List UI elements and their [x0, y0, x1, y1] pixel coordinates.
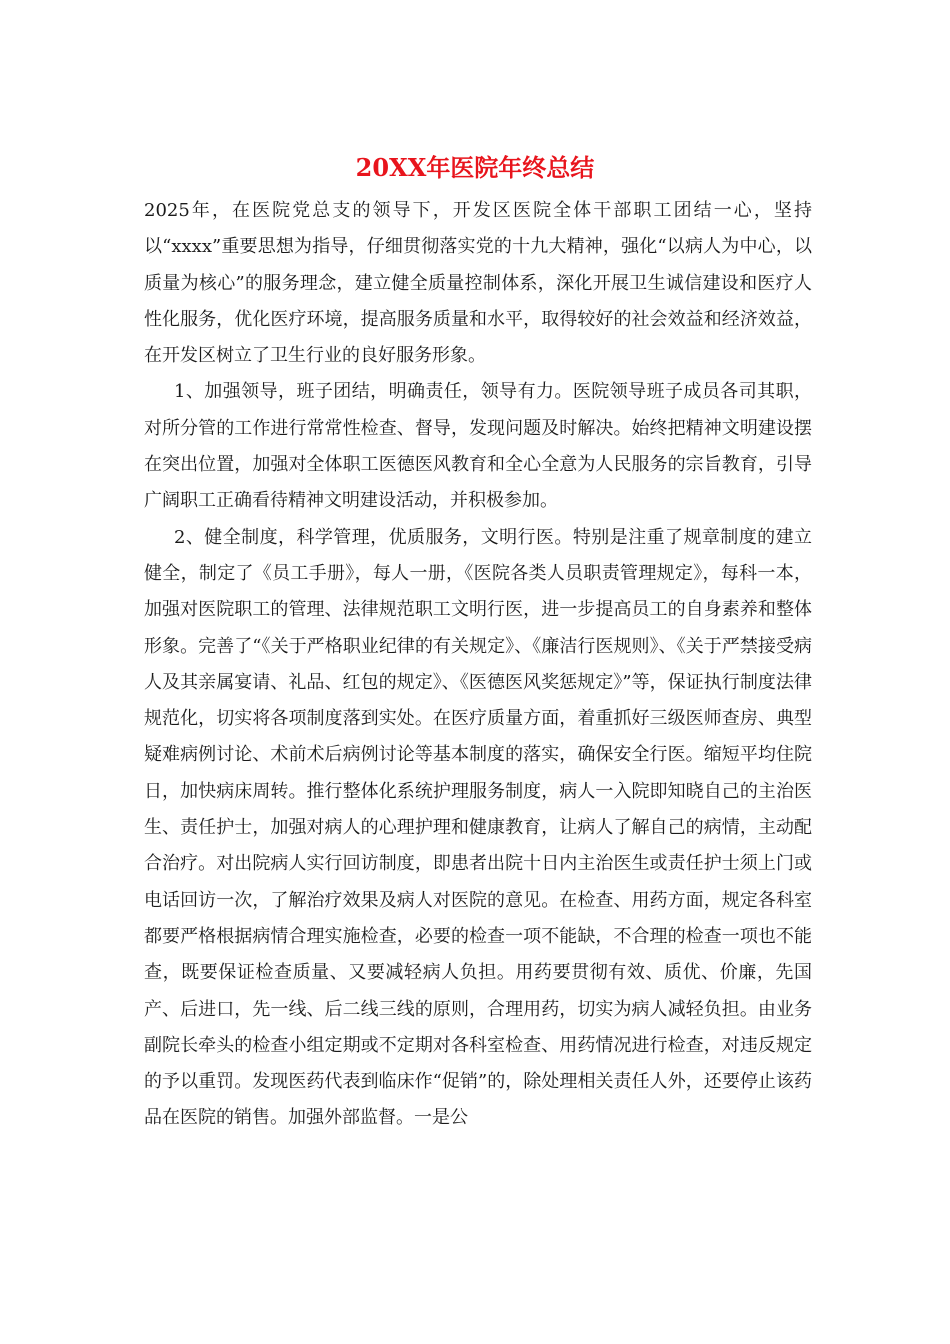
document-body — [144, 193, 812, 1137]
document-title: 20XX年医院年终总结 — [355, 153, 595, 182]
paragraph-leadership: 1、加强领导，班子团结，明确责任，领导有力。医院领导班子成员各司其职，对所分管的工作进行常常性检查、督导，发现问题及时解决。始终把精神文明建设摆在突出位置，加强对全体职工医德医风教育和全心全意为人民服务的宗旨教育，引导广阔职工正确看待精神文明建设活动，并积极参加。 — [144, 381, 812, 512]
paragraph-system: 2、健全制度，科学管理，优质服务，文明行医。特别是注重了规章制度的建立健全，制定了《员工手册》，每人一册，《医院各类人员职责管理规定》，每科一本，加强对医院职工的管理、法律规范职工文明行医，进一步提高员工的自身素养和整体形象。完善了“《关于严格职业纪律的有关规定》、《廉洁行医规则》、《关于严禁接受病人及其亲属宴请、礼品、红包的规定》、《医德医风奖惩规定》”等，保证执行制度法律规范化，切实将各项制度落到实处。在医疗质量方面，着重抓好三级医师查房、典型疑难病例讨论、术前术后病例讨论等基本制度的落实，确保安全行医。缩短平均住院日，加快病床周转。推行整体化系统护理服务制度，病人一入院即知晓自己的主治医生、责任护士，加强对病人的心理护理和健康教育，让病人了解自己的病情，主动配合治疗。对出院病人实行回访制度，即患者出院十日内主治医生或责任护士须上门或电话回访一次，了解治疗效果及病人对医院的意见。在检查、用药方面，规定各科室都要严格根据病情合理实施检查，必要的检查一项不能缺，不合理的检查一项也不能查，既要保证检查质量、又要减轻病人负担。用药要贯彻有效、质优、价廉，先国产、后进口，先一线、后二线三线的原则，合理用药，切实为病人减轻负担。由业务副院长牵头的检查小组定期或不定期对各科室检查、用药情况进行检查，对违反规定的予以重罚。发现医药代表到临床作“促销”的，除处理相关责任人外，还要停止该药品在医院的销售。加强外部监督。一是公 — [144, 526, 812, 1129]
paragraph-intro: 2025年，在医院党总支的领导下，开发区医院全体干部职工团结一心，坚持以“xxxx”重要思想为指导，仔细贯彻落实党的十九大精神，强化“以病人为中心，以质量为核心”的服务理念，建立健全质量控制体系，深化开展卫生诚信建设和医疗人性化服务，优化医疗环境，提高服务质量和水平，取得较好的社会效益和经济效益，在开发区树立了卫生行业的良好服务形象。 — [144, 200, 812, 367]
